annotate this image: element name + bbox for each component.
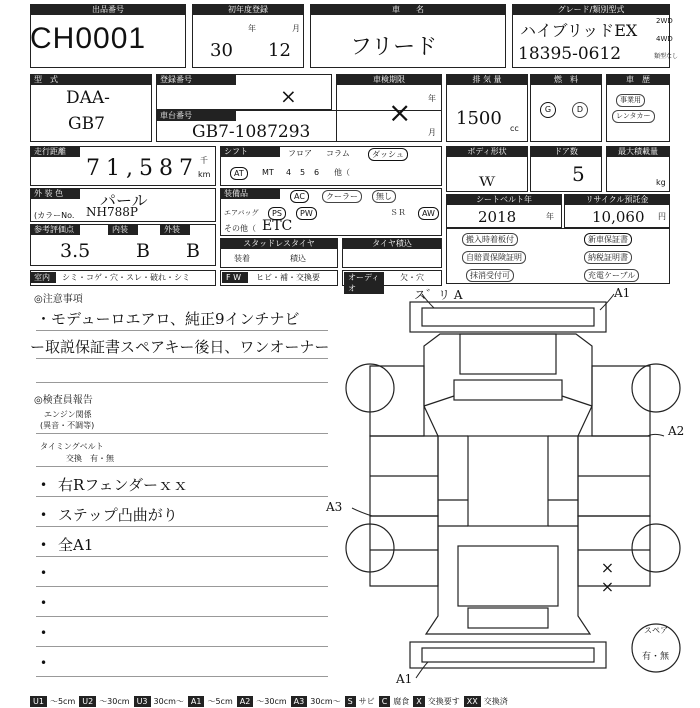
interior-score-label: 内装 (108, 224, 138, 235)
spare-label: スペア (644, 626, 668, 635)
inspector-rule-2 (36, 526, 328, 527)
equip-aw: AW (418, 207, 439, 220)
bullet-6: • (40, 626, 48, 640)
mileage-label: 走行距離 (30, 146, 80, 157)
disp-value: 1500 (456, 108, 502, 129)
mileage-value: 71,587 (86, 156, 199, 181)
diagram-label-a1-bottom: A1 (396, 672, 413, 686)
legend-key: A1 (188, 696, 205, 707)
year-unit: 年 (248, 24, 256, 33)
disp-label: 排 気 量 (446, 74, 528, 85)
interior-note-opts: シミ・コゲ・穴・スレ・破れ・シミ (62, 273, 190, 282)
engine-label: エンジン関係 (44, 410, 92, 419)
diagram-label-a1-top: A1 (614, 286, 631, 300)
lot-label: 出品番号 (30, 4, 186, 15)
legend-value: 交換済 (483, 697, 508, 706)
model-value-2: GB7 (68, 114, 105, 134)
month-value: 12 (268, 40, 291, 61)
shift-label: シフト (220, 146, 280, 157)
body-value: ｗ (478, 170, 496, 191)
body-label: ボディ形状 (446, 146, 528, 157)
interior-score-value: B (136, 240, 150, 262)
car-name-label: 車 名 (310, 4, 506, 15)
bullet-1: • (40, 478, 48, 492)
year-value: 30 (210, 40, 233, 61)
shift-at: AT (230, 167, 248, 180)
month-unit: 月 (292, 24, 300, 33)
legend-value: ～5cm (49, 697, 76, 706)
first-reg-label: 初年度登録 (192, 4, 304, 15)
legend-value: ～5cm (207, 697, 233, 706)
notes-line-2: ー取説保証書スペアキー後日、ワンオーナー (30, 338, 330, 356)
legend-value: サビ (358, 697, 375, 706)
legend-key: S (345, 696, 356, 707)
notes-title: ◎注意事項 (34, 294, 83, 305)
chassis-value: GB7-1087293 (192, 122, 311, 142)
shift-dash: ダッシュ (368, 148, 408, 161)
engine-rule (36, 433, 328, 434)
notes-rule-3 (36, 382, 328, 383)
model-value: DAA- (66, 88, 110, 108)
capacity-label: 最大積載量 (606, 146, 670, 157)
bullet-4: • (40, 566, 48, 580)
equip-other-value: ETC (262, 218, 293, 234)
doors-label: ドア数 (530, 146, 602, 157)
studless-label: スタッドレスタイヤ (220, 238, 338, 249)
doc-delivery-plate: 搬入時着板付 (462, 233, 518, 246)
bullet-3: • (40, 538, 48, 552)
legend-key: A3 (291, 696, 308, 707)
inspector-rule-1 (36, 496, 328, 497)
equip-airbag: エアバッグ (224, 209, 259, 217)
inspector-title: ◎検査員報告 (34, 395, 93, 406)
color-label: 外 装 色 (30, 188, 80, 199)
legend-value: 腐食 (393, 697, 410, 706)
inspector-rule-5 (36, 616, 328, 617)
disp-unit: cc (510, 124, 519, 133)
equip-pw: PW (296, 207, 317, 220)
belt-value: 2018 (478, 208, 517, 226)
inspect-year-unit: 年 (428, 94, 436, 103)
model-label: 型 式 (30, 74, 152, 85)
equip-label: 装備品 (220, 188, 280, 199)
ref-score-label: 参考評価点 (30, 224, 80, 235)
recycle-label: リサイクル預託金 (564, 194, 670, 205)
doors-value: 5 (572, 162, 585, 186)
inspector-rule-6 (36, 646, 328, 647)
audio-label: オーディオ (344, 272, 384, 294)
legend-value: 30cm～ (310, 697, 341, 706)
color-code-value: NH788P (86, 205, 138, 219)
lot-number: CH0001 (30, 22, 147, 55)
type-code: 18395-0612 (518, 44, 622, 64)
legend-key: A2 (237, 696, 254, 707)
belt-label: シートベルト年 (446, 194, 562, 205)
bullet-7: • (40, 656, 48, 670)
inspect-value: × (388, 96, 412, 129)
shift-other: 他（ (334, 168, 350, 177)
fw-label: F W (222, 272, 248, 283)
inspector-rule-7 (36, 676, 328, 677)
shift-column: コラム (326, 149, 350, 158)
exterior-score-label: 外装 (160, 224, 190, 235)
interior-note-label: 室内 (30, 272, 56, 283)
history-rental: レンタカー (612, 110, 655, 123)
drive-none: 類型なし (654, 53, 679, 60)
inspect-label: 車検期限 (336, 74, 442, 85)
equip-cooler: クーラー (322, 190, 362, 203)
notes-line-1: ・モデューロエアロ、純正9インチナビ (36, 310, 300, 328)
inspector-item-2: ステップ凸曲がり (58, 506, 178, 524)
equip-sr: ＳＲ (390, 208, 406, 217)
fw-opts: ヒビ・補・交換要 (256, 273, 320, 282)
car-name-value: フリード (350, 35, 438, 60)
belt-unit: 年 (546, 212, 554, 221)
inspector-item-1: 右Rフェンダーｘｘ (58, 476, 188, 494)
grade-label: グレード/類別型式 (512, 4, 670, 15)
fuel-gasoline: G (540, 102, 556, 118)
legend-key: U3 (134, 696, 151, 707)
inspect-month-unit: 月 (428, 128, 436, 137)
notes-rule-1 (36, 330, 328, 331)
equip-ps: PS (268, 207, 286, 220)
doc-tax-cert: 納税証明書 (584, 251, 632, 264)
audio-opts: 欠・穴 (400, 273, 424, 282)
legend-value: ～30cm (99, 697, 130, 706)
equip-other-label: その他（ (224, 224, 256, 233)
shift-4: 4 (286, 168, 292, 177)
history-label: 車 歴 (606, 74, 670, 85)
capacity-unit: kg (656, 178, 666, 187)
doc-deregistration: 抹消受付可 (466, 269, 514, 282)
fuel-diesel: D (572, 102, 588, 118)
shift-mt: MT (262, 168, 274, 177)
ref-score-value: 3.5 (60, 240, 91, 262)
notes-rule-2 (36, 358, 328, 359)
doc-charge-cable: 充電ケーブル (584, 269, 639, 282)
doc-warranty: 新車保証書 (584, 233, 632, 246)
color-value: パール (100, 191, 148, 210)
damage-legend (30, 689, 700, 706)
diagram-label-a2-right: A2 (668, 424, 685, 438)
recycle-unit: 円 (658, 212, 666, 221)
diagram-label-a3-left: A3 (326, 500, 343, 514)
doc-insurance: 自賠責保険証明 (462, 251, 526, 264)
diagram-label-xx: ×× (598, 558, 617, 596)
tire-label: タイヤ積込 (342, 238, 442, 249)
mileage-unit: km (198, 170, 211, 179)
legend-key: U1 (30, 696, 47, 707)
bullet-2: • (40, 508, 48, 522)
color-code-label: (カラーNo. (34, 211, 75, 220)
recycle-value: 10,060 (592, 208, 645, 226)
legend-key: C (379, 696, 391, 707)
inspector-rule-4 (36, 586, 328, 587)
bullet-5: • (40, 596, 48, 610)
mileage-unit-top: 千 (200, 156, 208, 165)
shift-6: 6 (314, 168, 320, 177)
timing-rule (36, 466, 328, 467)
chassis-label: 車台番号 (156, 110, 236, 121)
equip-none: 無し (372, 190, 396, 203)
spare-value: 有・無 (642, 652, 670, 662)
exterior-score-value: B (186, 240, 200, 262)
drive-4wd: 4WD (656, 35, 673, 43)
legend-key: X (413, 696, 424, 707)
shift-floor: フロア (288, 149, 312, 158)
drive-2wd: 2WD (656, 17, 673, 25)
shift-5: 5 (300, 168, 306, 177)
reg-label: 登録番号 (156, 74, 236, 85)
legend-value: 交換要す (427, 697, 460, 706)
grade-value: ハイブリッドEX (520, 21, 638, 40)
legend-key: XX (464, 696, 481, 707)
legend-value: 30cm～ (153, 697, 184, 706)
inspector-rule-3 (36, 556, 328, 557)
timing-exchange: 交換 有・無 (66, 454, 114, 463)
equip-ac: AC (290, 190, 309, 203)
history-commercial: 事業用 (616, 94, 645, 107)
studless-mounted: 装着 (234, 254, 250, 263)
legend-key: U2 (79, 696, 96, 707)
timing-label: タイミングベルト (40, 442, 104, 451)
diagram-label-sw-a: ス゛リ A (414, 288, 463, 302)
studless-loaded: 積込 (290, 254, 306, 263)
reg-value: × (280, 84, 297, 108)
fuel-label: 燃 料 (530, 74, 602, 85)
inspector-item-3: 全A1 (58, 536, 94, 554)
legend-value: ～30cm (256, 697, 287, 706)
engine-sub: (異音・不調等) (40, 421, 95, 430)
